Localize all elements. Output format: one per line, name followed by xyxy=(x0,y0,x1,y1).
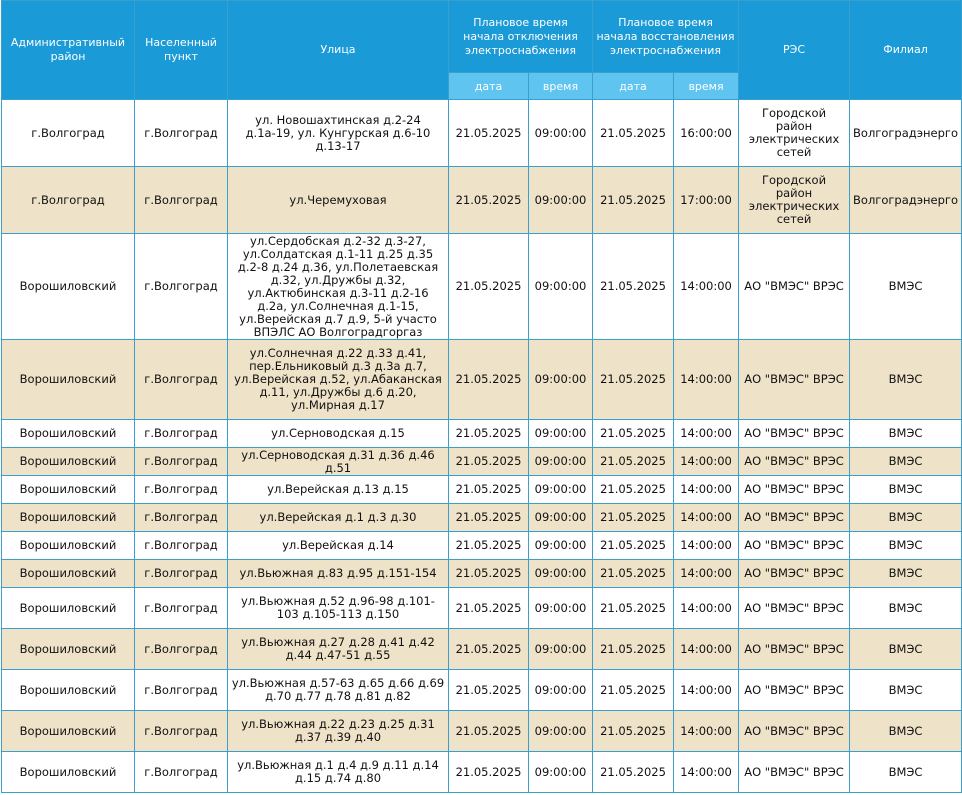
on-time-cell: 14:00:00 xyxy=(674,670,739,711)
on-date-cell: 21.05.2025 xyxy=(593,711,674,752)
res-cell: Городской район электрических сетей xyxy=(739,100,850,167)
outage-schedule-table xyxy=(1,0,962,793)
header-restore-time: Плановое время начала восстановления электроснабжения xyxy=(593,1,739,73)
on-time-cell: 17:00:00 xyxy=(674,167,739,234)
off-date-cell: 21.05.2025 xyxy=(449,532,529,560)
street-cell: ул.Вьюжная д.83 д.95 д.151-154 xyxy=(228,560,449,588)
street-cell: ул.Сердобская д.2-32 д.3-27, ул.Солдатская д.1-11 д.25 д.35 д.2-8 д.24 д.36, ул.Полетаевская д.32, ул.Дружбы д.32, ул.Актюбинская д.3-11 д.2-16 д.2а, ул.Солнечная д.1-15, ул.Верейская д.7 д.9, 5-й участо ВПЭЛС АО Волгоградгоргаз xyxy=(228,234,449,340)
table-row xyxy=(2,234,962,340)
off-time-cell: 09:00:00 xyxy=(529,711,593,752)
street-cell: ул. Новошахтинская д.2-24 д.1а-19, ул. Кунгурская д.6-10 д.13-17 xyxy=(228,100,449,167)
district-cell: Ворошиловский xyxy=(2,476,135,504)
branch-cell: ВМЭС xyxy=(850,476,962,504)
branch-cell: ВМЭС xyxy=(850,629,962,670)
res-cell: АО "ВМЭС" ВРЭС xyxy=(739,234,850,340)
res-cell: АО "ВМЭС" ВРЭС xyxy=(739,711,850,752)
off-date-cell: 21.05.2025 xyxy=(449,711,529,752)
on-date-cell: 21.05.2025 xyxy=(593,670,674,711)
branch-cell: ВМЭС xyxy=(850,504,962,532)
table-row xyxy=(2,476,962,504)
res-cell: АО "ВМЭС" ВРЭС xyxy=(739,340,850,420)
subheader-off-date: дата xyxy=(449,73,529,100)
district-cell: Ворошиловский xyxy=(2,234,135,340)
on-date-cell: 21.05.2025 xyxy=(593,532,674,560)
res-cell: АО "ВМЭС" ВРЭС xyxy=(739,670,850,711)
table-row xyxy=(2,167,962,234)
subheader-off-time: время xyxy=(529,73,593,100)
district-cell: Ворошиловский xyxy=(2,711,135,752)
res-cell: АО "ВМЭС" ВРЭС xyxy=(739,448,850,476)
header-off-time: Плановое время начала отключения электроснабжения xyxy=(449,1,593,73)
locality-cell: г.Волгоград xyxy=(135,711,228,752)
table-row xyxy=(2,340,962,420)
district-cell: Ворошиловский xyxy=(2,670,135,711)
table-row xyxy=(2,532,962,560)
off-date-cell: 21.05.2025 xyxy=(449,448,529,476)
street-cell: ул.Серноводская д.15 xyxy=(228,420,449,448)
street-cell: ул.Солнечная д.22 д.33 д.41, пер.Ельниковый д.3 д.3а д.7, ул.Верейская д.52, ул.Абаканская д.11, ул.Дружбы д.6 д.20, ул.Мирная д.17 xyxy=(228,340,449,420)
off-date-cell: 21.05.2025 xyxy=(449,234,529,340)
off-date-cell: 21.05.2025 xyxy=(449,167,529,234)
off-date-cell: 21.05.2025 xyxy=(449,629,529,670)
off-time-cell: 09:00:00 xyxy=(529,560,593,588)
off-date-cell: 21.05.2025 xyxy=(449,588,529,629)
street-cell: ул.Серноводская д.31 д.36 д.46 д.51 xyxy=(228,448,449,476)
res-cell: АО "ВМЭС" ВРЭС xyxy=(739,588,850,629)
branch-cell: ВМЭС xyxy=(850,752,962,793)
on-date-cell: 21.05.2025 xyxy=(593,476,674,504)
locality-cell: г.Волгоград xyxy=(135,420,228,448)
locality-cell: г.Волгоград xyxy=(135,476,228,504)
off-date-cell: 21.05.2025 xyxy=(449,100,529,167)
branch-cell: ВМЭС xyxy=(850,340,962,420)
locality-cell: г.Волгоград xyxy=(135,588,228,629)
on-date-cell: 21.05.2025 xyxy=(593,234,674,340)
branch-cell: Волгоградэнерго xyxy=(850,100,962,167)
street-cell: ул.Черемуховая xyxy=(228,167,449,234)
district-cell: Ворошиловский xyxy=(2,560,135,588)
locality-cell: г.Волгоград xyxy=(135,532,228,560)
district-cell: Ворошиловский xyxy=(2,588,135,629)
on-time-cell: 14:00:00 xyxy=(674,234,739,340)
header-district: Административный район xyxy=(2,1,135,100)
off-time-cell: 09:00:00 xyxy=(529,420,593,448)
off-date-cell: 21.05.2025 xyxy=(449,560,529,588)
on-time-cell: 14:00:00 xyxy=(674,711,739,752)
table-row xyxy=(2,629,962,670)
res-cell: АО "ВМЭС" ВРЭС xyxy=(739,504,850,532)
off-date-cell: 21.05.2025 xyxy=(449,476,529,504)
off-date-cell: 21.05.2025 xyxy=(449,504,529,532)
table-row xyxy=(2,420,962,448)
district-cell: Ворошиловский xyxy=(2,504,135,532)
branch-cell: ВМЭС xyxy=(850,711,962,752)
table-row xyxy=(2,711,962,752)
subheader-on-time: время xyxy=(674,73,739,100)
branch-cell: ВМЭС xyxy=(850,532,962,560)
branch-cell: ВМЭС xyxy=(850,588,962,629)
on-time-cell: 14:00:00 xyxy=(674,476,739,504)
off-time-cell: 09:00:00 xyxy=(529,234,593,340)
branch-cell: ВМЭС xyxy=(850,448,962,476)
district-cell: г.Волгоград xyxy=(2,167,135,234)
locality-cell: г.Волгоград xyxy=(135,234,228,340)
off-time-cell: 09:00:00 xyxy=(529,476,593,504)
street-cell: ул.Верейская д.13 д.15 xyxy=(228,476,449,504)
on-date-cell: 21.05.2025 xyxy=(593,588,674,629)
on-date-cell: 21.05.2025 xyxy=(593,420,674,448)
on-date-cell: 21.05.2025 xyxy=(593,448,674,476)
off-time-cell: 09:00:00 xyxy=(529,532,593,560)
off-time-cell: 09:00:00 xyxy=(529,670,593,711)
header-res: РЭС xyxy=(739,1,850,100)
street-cell: ул.Вьюжная д.57-63 д.65 д.66 д.69 д.70 д.77 д.78 д.81 д.82 xyxy=(228,670,449,711)
header-locality: Населенный пункт xyxy=(135,1,228,100)
on-date-cell: 21.05.2025 xyxy=(593,560,674,588)
branch-cell: Волгоградэнерго xyxy=(850,167,962,234)
on-time-cell: 14:00:00 xyxy=(674,340,739,420)
res-cell: Городской район электрических сетей xyxy=(739,167,850,234)
street-cell: ул.Вьюжная д.22 д.23 д.25 д.31 д.37 д.39 д.40 xyxy=(228,711,449,752)
on-time-cell: 14:00:00 xyxy=(674,448,739,476)
table-row xyxy=(2,560,962,588)
district-cell: Ворошиловский xyxy=(2,629,135,670)
on-date-cell: 21.05.2025 xyxy=(593,100,674,167)
street-cell: ул.Вьюжная д.52 д.96-98 д.101-103 д.105-113 д.150 xyxy=(228,588,449,629)
locality-cell: г.Волгоград xyxy=(135,670,228,711)
street-cell: ул.Вьюжная д.1 д.4 д.9 д.11 д.14 д.15 д.74 д.80 xyxy=(228,752,449,793)
branch-cell: ВМЭС xyxy=(850,420,962,448)
on-date-cell: 21.05.2025 xyxy=(593,504,674,532)
off-time-cell: 09:00:00 xyxy=(529,100,593,167)
on-time-cell: 14:00:00 xyxy=(674,588,739,629)
district-cell: Ворошиловский xyxy=(2,340,135,420)
off-time-cell: 09:00:00 xyxy=(529,340,593,420)
off-time-cell: 09:00:00 xyxy=(529,629,593,670)
locality-cell: г.Волгоград xyxy=(135,340,228,420)
off-time-cell: 09:00:00 xyxy=(529,504,593,532)
branch-cell: ВМЭС xyxy=(850,234,962,340)
subheader-on-date: дата xyxy=(593,73,674,100)
district-cell: Ворошиловский xyxy=(2,448,135,476)
on-date-cell: 21.05.2025 xyxy=(593,167,674,234)
on-time-cell: 14:00:00 xyxy=(674,532,739,560)
street-cell: ул.Вьюжная д.27 д.28 д.41 д.42 д.44 д.47-51 д.55 xyxy=(228,629,449,670)
on-time-cell: 16:00:00 xyxy=(674,100,739,167)
district-cell: Ворошиловский xyxy=(2,532,135,560)
off-date-cell: 21.05.2025 xyxy=(449,340,529,420)
on-date-cell: 21.05.2025 xyxy=(593,629,674,670)
on-time-cell: 14:00:00 xyxy=(674,752,739,793)
table-row xyxy=(2,752,962,793)
table-row xyxy=(2,448,962,476)
on-date-cell: 21.05.2025 xyxy=(593,752,674,793)
table-row xyxy=(2,670,962,711)
off-date-cell: 21.05.2025 xyxy=(449,420,529,448)
district-cell: Ворошиловский xyxy=(2,420,135,448)
locality-cell: г.Волгоград xyxy=(135,504,228,532)
district-cell: Ворошиловский xyxy=(2,752,135,793)
res-cell: АО "ВМЭС" ВРЭС xyxy=(739,629,850,670)
district-cell: г.Волгоград xyxy=(2,100,135,167)
locality-cell: г.Волгоград xyxy=(135,752,228,793)
res-cell: АО "ВМЭС" ВРЭС xyxy=(739,752,850,793)
off-time-cell: 09:00:00 xyxy=(529,588,593,629)
on-time-cell: 14:00:00 xyxy=(674,560,739,588)
branch-cell: ВМЭС xyxy=(850,560,962,588)
res-cell: АО "ВМЭС" ВРЭС xyxy=(739,476,850,504)
on-time-cell: 14:00:00 xyxy=(674,629,739,670)
locality-cell: г.Волгоград xyxy=(135,629,228,670)
street-cell: ул.Верейская д.14 xyxy=(228,532,449,560)
off-date-cell: 21.05.2025 xyxy=(449,670,529,711)
street-cell: ул.Верейская д.1 д.3 д.30 xyxy=(228,504,449,532)
locality-cell: г.Волгоград xyxy=(135,167,228,234)
header-row xyxy=(2,1,962,73)
locality-cell: г.Волгоград xyxy=(135,448,228,476)
table-row xyxy=(2,588,962,629)
on-time-cell: 14:00:00 xyxy=(674,420,739,448)
table-row xyxy=(2,504,962,532)
res-cell: АО "ВМЭС" ВРЭС xyxy=(739,560,850,588)
locality-cell: г.Волгоград xyxy=(135,560,228,588)
branch-cell: ВМЭС xyxy=(850,670,962,711)
off-time-cell: 09:00:00 xyxy=(529,448,593,476)
res-cell: АО "ВМЭС" ВРЭС xyxy=(739,420,850,448)
on-time-cell: 14:00:00 xyxy=(674,504,739,532)
off-date-cell: 21.05.2025 xyxy=(449,752,529,793)
header-street: Улица xyxy=(228,1,449,100)
off-time-cell: 09:00:00 xyxy=(529,752,593,793)
res-cell: АО "ВМЭС" ВРЭС xyxy=(739,532,850,560)
off-time-cell: 09:00:00 xyxy=(529,167,593,234)
table-row xyxy=(2,100,962,167)
on-date-cell: 21.05.2025 xyxy=(593,340,674,420)
header-branch: Филиал xyxy=(850,1,962,100)
locality-cell: г.Волгоград xyxy=(135,100,228,167)
